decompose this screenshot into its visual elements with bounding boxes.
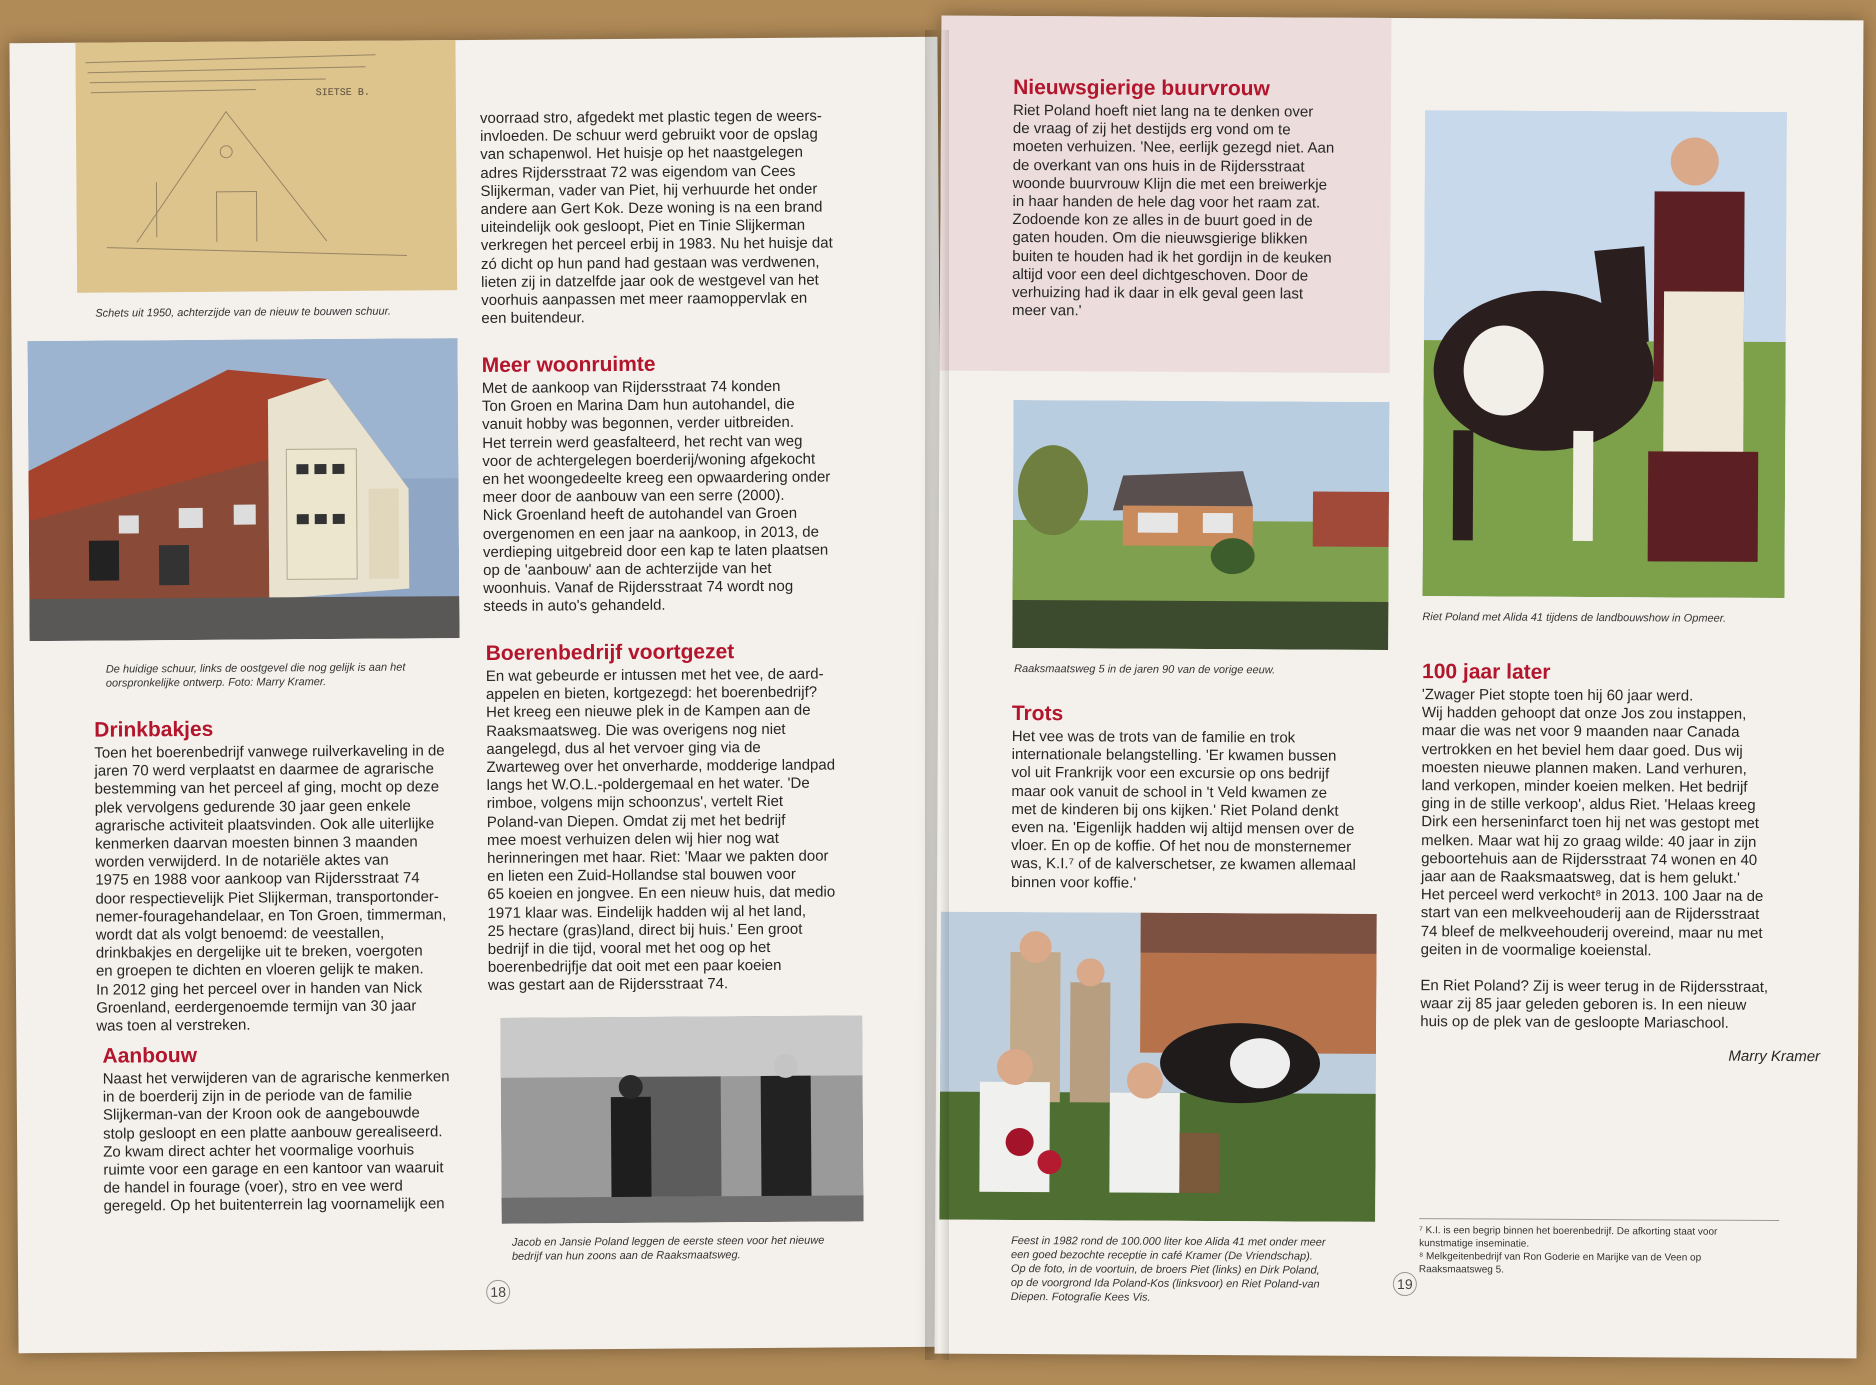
cow-photo bbox=[1422, 110, 1787, 598]
bw-illustration bbox=[500, 1015, 863, 1224]
section-nieuwsgierige bbox=[1012, 76, 1393, 322]
text-col2-intro: voorraad stro, afgedekt met plastic tegen de weers- invloeden. De schuur werd gebruikt voor de opslag van schapenwol. Het huisje op het naastgelegen adres Rijdersstraat 72 was eigendom van Cees Slijkerman, vader van Piet, hij verhuurde het onder andere aan Gert Kok. Deze woning is na een brand uiteindelijk ook gesloopt, Piet en Tinie Slijkerman verkregen het perceel erbij in 1983. Nu het huisje dat zó dicht op hun pand had gestaan was verdwenen, lieten zij in datzelfde jaar ook de westgevel van het voorhuis aanpassen met meer raamoppervlak en een buitendeur. bbox=[479, 107, 833, 328]
barn-caption: De huidige schuur, links de oostgevel die nog gelijk is aan het oorspronkelijke ontwerp. Foto: Marry Kramer. bbox=[105, 661, 406, 690]
text-boerenbedrijf: En wat gebeurde er intussen met het vee, de aard- appelen en bieten, kortgezegd: het boerenbedrijf? Het kreeg een nieuwe plek in de Kampen aan de Raaksmaatsweg. Die was overigens nog niet aangelegd, dus al het vervoer ging via de Zwarteweg over het onverharde, modderige landpad langs het W.O.L.-poldergemaal en het water. 'De rimboe, volgens mijn schoonzus', vertelt Riet Poland-van Diepen. Omdat zij met het bedrijf mee moest verhuizen delen wij hier nog wat herinneringen met haar. Riet: 'Maar we pakten door en lieten een Zuid-Hollandse stal bouwen voor 65 koeien en jongvee. En een nieuw huis, dat medio 1971 klaar was. Eindelijk hadden wij al het land, 25 hectare (gras)land, direct bij huis.' Een groot bedrijf in die tijd, vooral met het oog op het boerenbedrijfje dat ooit met een paar koeien was gestart aan de Rijdersstraat 74. bbox=[485, 665, 836, 995]
page-number-left: 18 bbox=[486, 1280, 510, 1304]
house-caption: Raaksmaatsweg 5 in de jaren 90 van de vorige eeuw. bbox=[1014, 662, 1276, 677]
heading-meer-woonruimte: Meer woonruimte bbox=[481, 352, 656, 377]
cow-illustration bbox=[1422, 110, 1787, 598]
page-number-right: 19 bbox=[1393, 1272, 1417, 1296]
text-honderd: 'Zwager Piet stopte toen hij 60 jaar werd. Wij hadden gehoopt dat onze Jos zou instappen, maar die was net voor 9 maanden naar Canada vertrokken en het beviel hem daar goed. Dus wij moesten nieuwe plannen maken. Land verhuren, land verkopen, minder koeien melken. Het bedrijf ging in de stille verkoop', aldus Riet. 'Helaas kreeg Dirk een herseninfarct toen hij net was gestopt met melken. Maar wat hij zo graag wilde: 40 jaar in zijn geboortehuis aan de Rijdersstraat 74 wonen en 40 jaar aan de Raaksmaatsweg, dat is hem gelukt.' Het perceel werd verkocht⁸ in 2013. 100 Jaar na de start van een melkveehouderij aan de Rijdersstraat 74 bleef de melkveehouderij overeind, maar nu met geiten in de voormalige koeienstal. bbox=[1420, 686, 1764, 960]
feest-illustration bbox=[939, 912, 1377, 1222]
heading-drinkbakjes: Drinkbakjes bbox=[94, 717, 214, 742]
heading-trots: Trots bbox=[1011, 701, 1064, 726]
footnote-divider bbox=[1419, 1218, 1779, 1221]
sketch-annotation: SIETSE B. bbox=[315, 87, 370, 100]
barn-illustration bbox=[28, 338, 460, 641]
text-meer-woonruimte: Met de aankoop van Rijdersstraat 74 konden Ton Groen en Marina Dam hun autohandel, die vanuit hobby was begonnen, verder uitbreiden. Het terrein werd geasfalteerd, het recht van weg voor de achtergelegen boerderij/woning afgekocht en het woongedeelte kreeg een opwaardering onder meer door de aanbouw van een serre (2000). Nick Groenland heeft de autohandel van Groen overgenomen en een jaar na aankoop, in 2013, de verdieping uitgebreid door een kap te laten plaatsen op de 'aanbouw' aan de achterzijde van het woonhuis. Vanaf de Rijdersstraat 74 wordt nog steeds in auto's gehandeld. bbox=[481, 377, 831, 616]
section-col2-intro bbox=[480, 107, 902, 328]
heading-boerenbedrijf: Boerenbedrijf voortgezet bbox=[485, 640, 735, 665]
feest-photo bbox=[939, 912, 1377, 1222]
text-honderd-closing: En Riet Poland? Zij is weer terug in de Rijdersstraat, waar zij 85 jaar geleden geboren is. In een nieuw huis op de plek van de gesloopte Mariaschool. bbox=[1420, 977, 1769, 1033]
text-drinkbakjes: Toen het boerenbedrijf vanwege ruilverkaveling in de jaren 70 werd verplaatst en daarmee de agrarische bestemming van het perceel af ging, mocht op deze plek vervolgens gedurende 30 jaar geen enkele agrarische activiteit plaatsvinden. Ook alle uiterlijke kenmerken daarvan moesten binnen 3 maanden worden verwijderd. In de notariële aktes van 1975 en 1988 voor aankoop van Rijdersstraat 74 door respectievelijk Piet Slijkerman, transportonder- nemer-fouragehandelaar, en Ton Groen, timmerman, wordt dat als volgt benoemd: de veestallen, drinkbakjes en dergelijke uit te breken, voergoten en groepen te dichten en vloeren gelijk te maken. In 2012 ging het perceel over in handen van Nick Groenland, eerdergenoemde termijn van 30 jaar was toen al verstreken. bbox=[94, 742, 447, 1035]
heading-nieuwsgierige: Nieuwsgierige buurvrouw bbox=[1013, 75, 1270, 101]
text-nieuwsgierige: Riet Poland hoeft niet lang na te denken over de vraag of zij het destijds erg vond om te moeten verhuizen. 'Nee, eerlijk gezegd niet. Aan de overkant van ons huis in de Rijdersstraat woonde buurvrouw Klijn die met een breiwerkje in haar handen de hele dag voor het raam zat. Zodoende kon ze alles in de buurt goed in de gaten houden. Om die nieuwsgierige blikken buiten te houden had ik het gordijn in de keuken altijd voor een deel dichtgeschoven. Door de verhuizing had ik daar in elk geval geen last meer van.' bbox=[1011, 101, 1335, 320]
section-meer-woonruimte bbox=[482, 351, 904, 617]
heading-honderd: 100 jaar later bbox=[1422, 660, 1551, 684]
sketch-image bbox=[75, 40, 457, 293]
author-name: Marry Kramer bbox=[1728, 1047, 1821, 1065]
footnotes: ⁷ K.I. is een begrip binnen het boerenbedrijf. De afkorting staat voor kunstmatige inseminatie. ⁸ Melkgeitenbedrijf van Ron Goderie en Marijke van de Veen op Raaksmaatsweg 5. bbox=[1418, 1225, 1718, 1276]
left-page bbox=[9, 37, 946, 1353]
section-boerenbedrijf bbox=[486, 639, 908, 996]
cow-caption: Riet Poland met Alida 41 tijdens de landbouwshow in Opmeer. bbox=[1422, 611, 1727, 625]
bw-photo bbox=[500, 1015, 863, 1224]
house-photo bbox=[1012, 400, 1389, 650]
section-trots bbox=[1011, 702, 1402, 894]
right-page bbox=[935, 16, 1864, 1359]
text-aanbouw: Naast het verwijderen van de agrarische kenmerken in de boerderij zijn in de periode van de familie Slijkerman-van der Kroon ook de aangebouwde stolp gesloopt en een platte aanbouw gerealiseerd. Zo kwam direct achter het voormalige voorhuis ruimte voor een garage en een kantoor van waaruit de handel in fourage (voer), stro en vee werd geregeld. Op het buitenterrein lag voornamelijk een bbox=[102, 1068, 450, 1216]
sketch-drawing bbox=[75, 40, 457, 293]
heading-aanbouw: Aanbouw bbox=[102, 1043, 198, 1068]
feest-caption: Feest in 1982 rond de 100.000 liter koe Alida 41 met onder meer een goed bezochte receptie in café Kramer (De Vriendschap). Op de foto, in de voortuin, de broers Piet (links) en Dirk Poland, op de voorgrond Ida Poland-Kos (linksvoor) en Riet Poland-van Diepen. Fotografie Kees Vis. bbox=[1010, 1234, 1326, 1304]
section-honderd bbox=[1420, 660, 1822, 1066]
house-illustration bbox=[1012, 400, 1389, 650]
text-trots: Het vee was de trots van de familie en trok internationale belangstelling. 'Er kwamen bussen vol uit Frankrijk voor een excursie op ons bedrijf maar ook vanuit de school in 't Veld kwamen ze met de kinderen bij ons kijken.' Riet Poland denkt even na. 'Eigenlijk hadden wij altijd mensen over de vloer. En op de koffie. Of het nou de monsternemer was, K.I.⁷ of de kalverschetser, ze kwamen allemaal binnen voor koffie.' bbox=[1010, 727, 1356, 892]
section-drinkbakjes bbox=[94, 716, 496, 1036]
spine-shadow bbox=[925, 30, 949, 1360]
section-aanbouw bbox=[102, 1042, 503, 1216]
sketch-caption: Schets uit 1950, achterzijde van de nieuw te bouwen schuur. bbox=[95, 305, 391, 320]
bw-caption: Jacob en Jansie Poland leggen de eerste steen voor het nieuwe bedrijf van hun zoons aan de Raaksmaatsweg. bbox=[511, 1234, 825, 1263]
barn-photo bbox=[28, 338, 460, 641]
